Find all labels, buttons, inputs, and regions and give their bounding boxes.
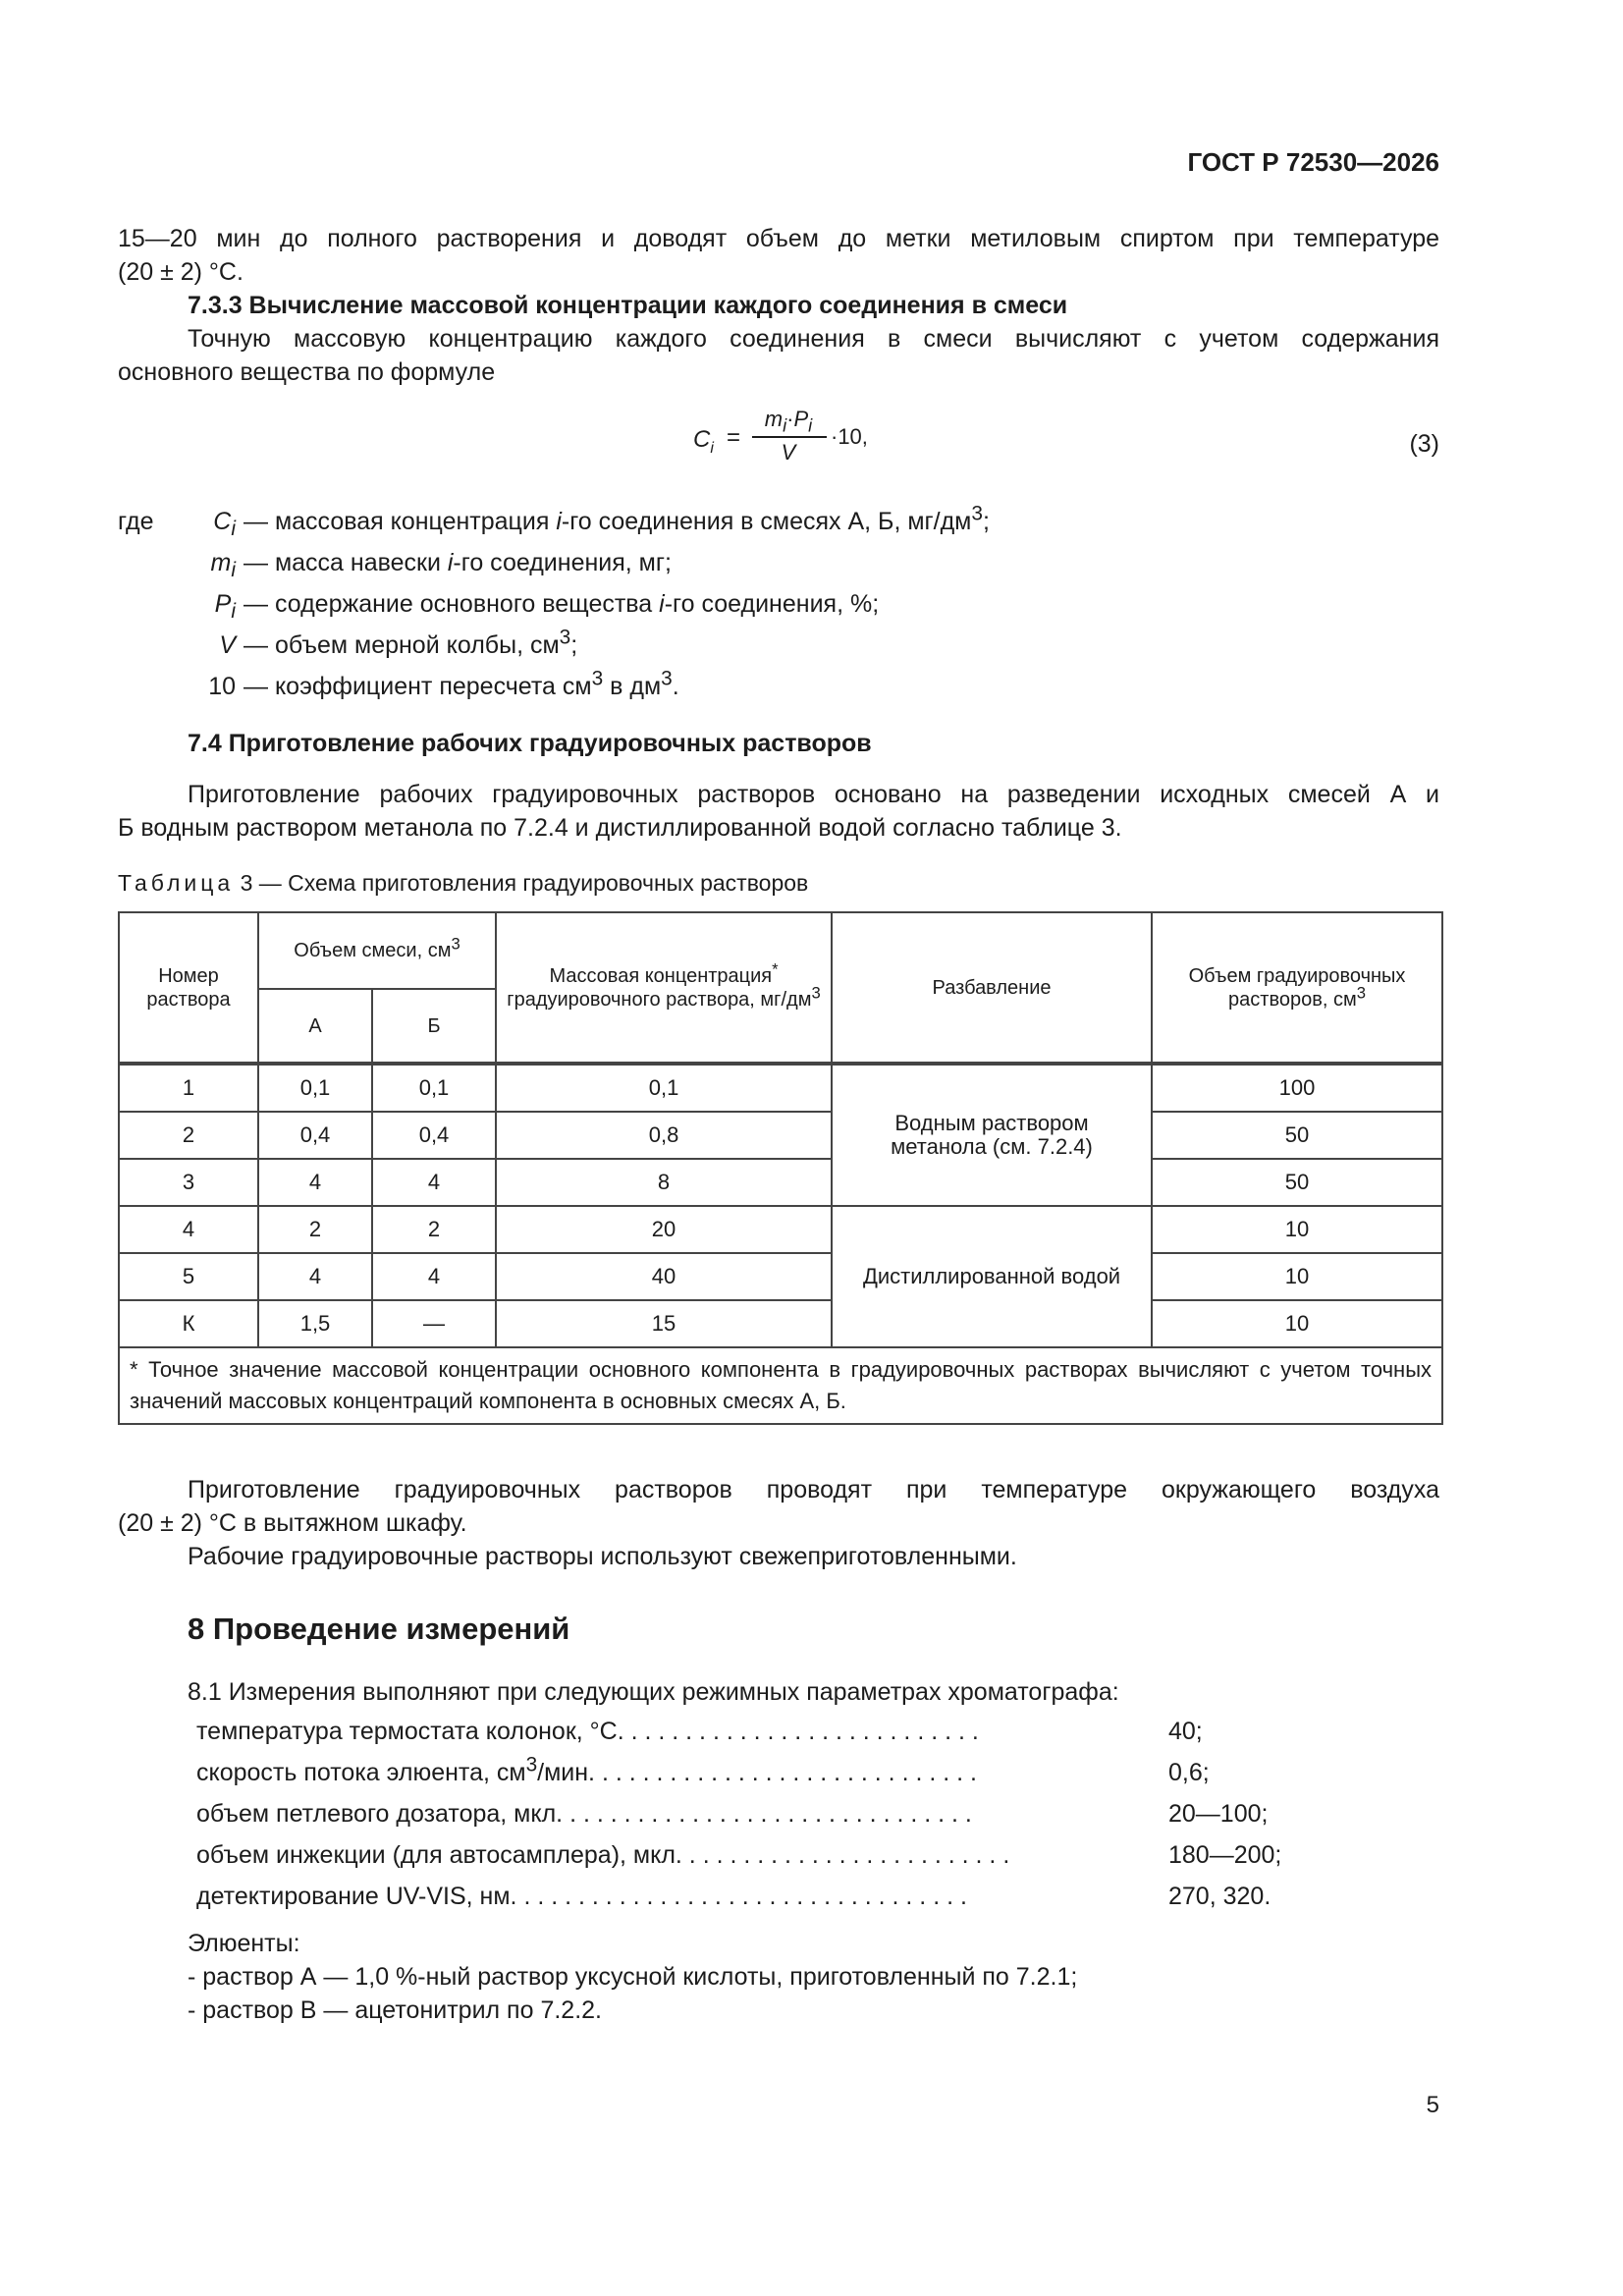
cell-b: 0,4 — [372, 1112, 496, 1159]
header-mix-volume: Объем смеси, $см^3$ — [258, 912, 496, 989]
formula-numerator: $m_i\cdot P_i$ — [764, 407, 813, 436]
where-symbol: $P_i$ — [214, 590, 236, 623]
page-number: 5 — [1426, 2092, 1439, 2118]
cell-dilution-water: Дистиллированной водой — [832, 1206, 1152, 1347]
parameter-label: скорость потока элюента, $см^3$/мин. . . . . . . . . . . . . . . . . . . . . . . . . . . . . — [196, 1753, 977, 1786]
paragraph-line: Приготовление рабочих градуировочных растворов основано на разведении исходных смесей А и — [188, 781, 1439, 808]
paragraph-line: 15—20 мин до полного растворения и доводят объем до метки метиловым спиртом при температуре — [118, 225, 1439, 252]
cell-a: 2 — [258, 1206, 372, 1253]
cell-num: К — [119, 1300, 258, 1347]
paragraph-line: Приготовление градуировочных растворов проводят при температуре окружающего воздуха — [188, 1476, 1439, 1503]
cell-b: 0,1 — [372, 1064, 496, 1112]
header-dilution: Разбавление — [832, 912, 1152, 1064]
formula-equals: = — [727, 424, 741, 451]
cell-conc: 20 — [496, 1206, 832, 1253]
where-description: — массовая концентрация i-го соединения в смесях А, Б, $мг/дм^3$; — [243, 502, 990, 535]
header-calibration-volume: Объем градуировочных растворов, $см^3$ — [1152, 912, 1442, 1064]
cell-num: 5 — [119, 1253, 258, 1300]
list-item: - раствор А — 1,0 %-ный раствор уксусной кислоты, приготовленный по 7.2.1; — [188, 1963, 1078, 1991]
cell-b: — — [372, 1300, 496, 1347]
where-description: — масса навески i-го соединения, мг; — [243, 549, 672, 576]
where-description: — коэффициент пересчета $см^3$ в $дм^3$. — [243, 667, 679, 700]
paragraph-line: (20 ± 2) °С в вытяжном шкафу. — [118, 1509, 467, 1537]
cell-num: 2 — [119, 1112, 258, 1159]
cell-dilution-methanol: Водным раствором метанола (см. 7.2.4) — [832, 1064, 1152, 1206]
cell-num: 3 — [119, 1159, 258, 1206]
paragraph-line: 8.1 Измерения выполняют при следующих режимных параметрах хроматографа: — [188, 1678, 1119, 1706]
cell-vol: 50 — [1152, 1159, 1442, 1206]
cell-a: 4 — [258, 1253, 372, 1300]
list-item: - раствор В — ацетонитрил по 7.2.2. — [188, 1996, 602, 2024]
cell-b: 4 — [372, 1253, 496, 1300]
parameter-label: объем петлевого дозатора, мкл. . . . . . . . . . . . . . . . . . . . . . . . . . . . . . . — [196, 1800, 972, 1828]
section-title-8: 8 Проведение измерений — [188, 1612, 570, 1646]
parameter-label: детектирование UV-VIS, нм. . . . . . . . . . . . . . . . . . . . . . . . . . . . . . . . . . — [196, 1883, 967, 1910]
cell-b: 2 — [372, 1206, 496, 1253]
header-mass-concentration: Массовая концентрация* градуировочного раствора, $мг/дм^3$ — [496, 912, 832, 1064]
table-footnote: * Точное значение массовой концентрации основного компонента в градуировочных растворах вычисляют с учетом точных значений массовых концентраций компонента в основных смесях А, Б. — [119, 1347, 1442, 1424]
section-title-7-4: 7.4 Приготовление рабочих градуировочных растворов — [188, 730, 872, 757]
cell-conc: 0,8 — [496, 1112, 832, 1159]
header-solution-number: Номер раствора — [119, 912, 258, 1064]
formula-lhs: $C_i$ — [693, 426, 714, 457]
where-description: — содержание основного вещества i-го соединения, %; — [243, 590, 880, 618]
cell-b: 4 — [372, 1159, 496, 1206]
cell-conc: 40 — [496, 1253, 832, 1300]
equation-number: (3) — [1409, 430, 1439, 458]
cell-conc: 8 — [496, 1159, 832, 1206]
section-title-7-3-3: 7.3.3 Вычисление массовой концентрации каждого соединения в смеси — [188, 292, 1068, 319]
where-symbol: $m_i$ — [210, 549, 236, 581]
table-row — [119, 1159, 1442, 1206]
eluents-title: Элюенты: — [188, 1930, 300, 1957]
parameter-value: 20—100; — [1168, 1800, 1269, 1828]
table-row — [119, 1253, 1442, 1300]
table-3 — [118, 911, 1443, 1425]
cell-num: 4 — [119, 1206, 258, 1253]
parameter-value: 40; — [1168, 1718, 1203, 1745]
cell-conc: 15 — [496, 1300, 832, 1347]
table-row — [119, 1300, 1442, 1347]
cell-a: 1,5 — [258, 1300, 372, 1347]
cell-a: 4 — [258, 1159, 372, 1206]
parameter-value: 0,6; — [1168, 1759, 1210, 1786]
formula-tail: ·10, — [831, 424, 868, 449]
cell-vol: 50 — [1152, 1112, 1442, 1159]
table-caption: Таблица 3 — Схема приготовления градуировочных растворов — [118, 870, 809, 896]
cell-a: 0,1 — [258, 1064, 372, 1112]
paragraph-line: Б водным раствором метанола по 7.2.4 и дистиллированной водой согласно таблице 3. — [118, 814, 1122, 842]
paragraph-line: Точную массовую концентрацию каждого соединения в смеси вычисляют с учетом содержания — [188, 325, 1439, 353]
table-row — [119, 1112, 1442, 1159]
cell-num: 1 — [119, 1064, 258, 1112]
header-mix-a: А — [258, 989, 372, 1064]
cell-conc: 0,1 — [496, 1064, 832, 1112]
paragraph-line: Рабочие градуировочные растворы используют свежеприготовленными. — [188, 1543, 1017, 1570]
cell-a: 0,4 — [258, 1112, 372, 1159]
table-row — [119, 1206, 1442, 1253]
document-id: ГОСТ Р 72530—2026 — [1187, 147, 1439, 177]
where-symbol: V — [219, 631, 236, 659]
cell-vol: 100 — [1152, 1064, 1442, 1112]
cell-vol: 10 — [1152, 1206, 1442, 1253]
cell-vol: 10 — [1152, 1253, 1442, 1300]
formula-denominator: V — [781, 440, 796, 465]
cell-vol: 10 — [1152, 1300, 1442, 1347]
table-row — [119, 1064, 1442, 1112]
header-mix-b: Б — [372, 989, 496, 1064]
parameter-label: температура термостата колонок, °С. . . . . . . . . . . . . . . . . . . . . . . . . . . — [196, 1718, 979, 1745]
parameter-value: 180—200; — [1168, 1841, 1282, 1869]
where-description: — объем мерной колбы, $см^3$; — [243, 626, 578, 659]
parameter-label: объем инжекции (для автосамплера), мкл. . . . . . . . . . . . . . . . . . . . . . . . . — [196, 1841, 1010, 1869]
paragraph-line: основного вещества по формуле — [118, 358, 496, 386]
paragraph-line: (20 ± 2) °С. — [118, 258, 243, 286]
where-symbol: $C_i$ — [213, 508, 236, 540]
where-symbol: 10 — [208, 673, 236, 700]
where-lead: где — [118, 508, 154, 535]
parameter-value: 270, 320. — [1168, 1883, 1271, 1910]
